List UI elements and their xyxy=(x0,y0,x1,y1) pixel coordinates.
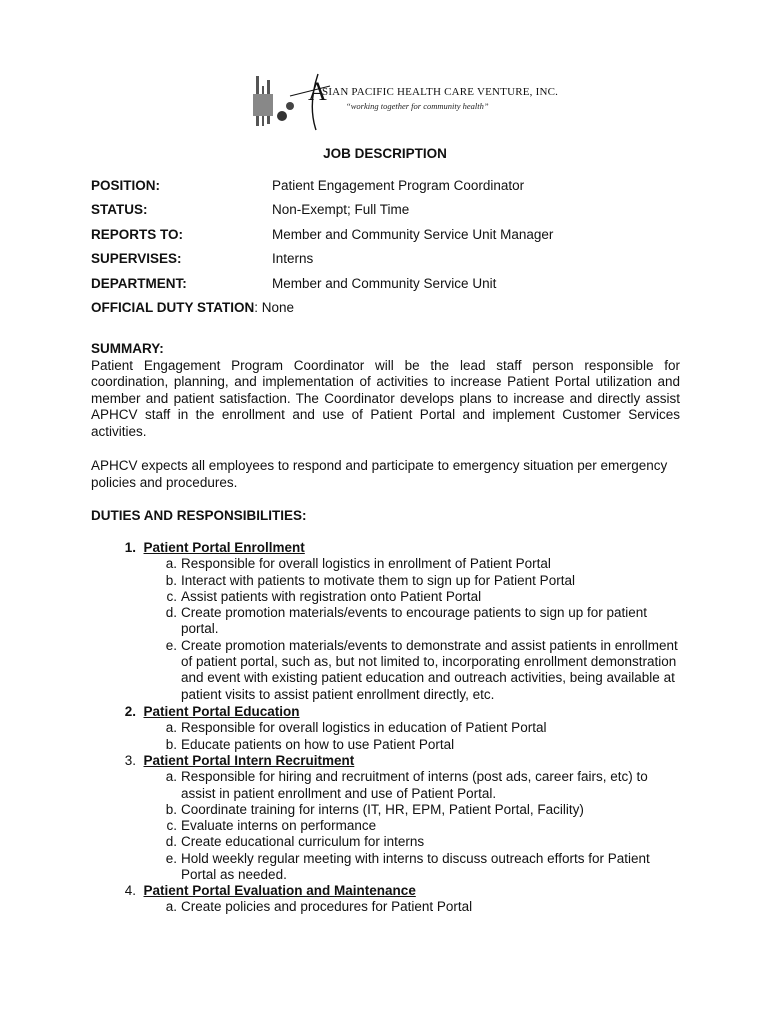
item-text: Responsible for hiring and recruitment of interns (post ads, career fairs, etc) to assist in patient enrollment and use of Patient Portal. xyxy=(181,769,648,801)
field-reports-to xyxy=(91,227,553,242)
field-status xyxy=(91,202,409,217)
list-item xyxy=(91,573,691,589)
item-letter: d. xyxy=(165,605,177,621)
field-value: Member and Community Service Unit Manager xyxy=(272,227,554,242)
item-letter: c. xyxy=(166,818,177,834)
svg-text:A: A xyxy=(308,77,327,106)
section-title: Patient Portal Education xyxy=(143,704,300,719)
item-letter: b. xyxy=(165,572,177,588)
item-text: Coordinate training for interns (IT, HR, EPM, Patient Portal, Facility) xyxy=(181,801,584,817)
list-item xyxy=(91,638,679,703)
field-label: POSITION: xyxy=(91,178,161,193)
duties-heading: DUTIES AND RESPONSIBILITIES: xyxy=(91,508,307,523)
item-text: Create educational curriculum for interns xyxy=(181,834,425,850)
duty-section-3 xyxy=(91,753,691,883)
item-letter: a. xyxy=(165,899,177,915)
logo-tagline: “working together for community health” xyxy=(346,101,489,111)
field-supervises xyxy=(91,251,313,266)
summary-heading: SUMMARY: xyxy=(91,341,164,356)
list-item xyxy=(91,605,661,638)
section-number: 1. xyxy=(124,540,136,555)
item-text: Create promotion materials/events to encourage patients to sign up for patient portal. xyxy=(181,605,648,637)
list-item xyxy=(91,818,691,834)
section-title: Patient Portal Evaluation and Maintenance xyxy=(143,883,416,898)
summary-text: Patient Engagement Program Coordinator will be the lead staff person responsible for coordination, planning, and implementation of activities to increase Patient Portal utilization and member and patient satisfaction. The Coordinator develops plans to increase and directly assist APHCV staff in the enrollment and use of Patient Portal and implement Customer Services activities. xyxy=(91,357,680,439)
duty-section-2 xyxy=(91,704,691,753)
item-text: Assist patients with registration onto Patient Portal xyxy=(181,588,482,604)
summary-section xyxy=(91,341,680,440)
item-text: Responsible for overall logistics in enrollment of Patient Portal xyxy=(181,556,551,572)
section-title: Patient Portal Enrollment xyxy=(143,540,305,555)
item-letter: e. xyxy=(165,850,177,866)
logo-org-name: SIAN PACIFIC HEALTH CARE VENTURE, INC. xyxy=(322,86,559,98)
document-title: JOB DESCRIPTION xyxy=(323,146,447,161)
field-duty-station xyxy=(91,300,294,315)
emergency-statement: APHCV expects all employees to respond and participate to emergency situation per emergency policies and procedures. xyxy=(91,458,668,490)
list-item xyxy=(91,556,691,572)
item-text: Evaluate interns on performance xyxy=(181,818,377,834)
item-letter: e. xyxy=(165,637,177,653)
section-number: 2. xyxy=(124,704,136,719)
item-text: Responsible for overall logistics in education of Patient Portal xyxy=(181,720,547,736)
duty-section-1 xyxy=(91,540,691,703)
item-letter: a. xyxy=(165,720,177,736)
item-letter: b. xyxy=(165,736,177,752)
field-label: STATUS: xyxy=(91,202,148,217)
field-department xyxy=(91,276,496,291)
field-value: Patient Engagement Program Coordinator xyxy=(272,178,525,193)
item-text: Create policies and procedures for Patient Portal xyxy=(181,899,473,915)
organization-logo xyxy=(250,72,559,134)
list-item xyxy=(91,899,691,915)
field-value: Interns xyxy=(272,251,314,266)
field-label: REPORTS TO: xyxy=(91,227,184,242)
section-number: 3. xyxy=(124,753,136,768)
list-item xyxy=(91,737,691,753)
section-title: Patient Portal Intern Recruitment xyxy=(143,753,355,768)
field-value: : None xyxy=(254,300,295,315)
field-value: Member and Community Service Unit xyxy=(272,276,497,291)
field-label: DEPARTMENT: xyxy=(91,276,187,291)
list-item xyxy=(91,589,691,605)
list-item xyxy=(91,834,691,850)
list-item xyxy=(91,802,691,818)
item-text: Create promotion materials/events to demonstrate and assist patients in enrollment of patient portal, such as, but not limited to, incorporating enrollment demonstration and event with existing patient education and outreach activities, being available at patient visits to assist patient enrollment directly, etc. xyxy=(181,637,678,702)
duty-section-4 xyxy=(91,883,691,916)
list-item xyxy=(91,851,663,884)
list-item xyxy=(91,720,691,736)
item-letter: c. xyxy=(166,588,177,604)
item-text: Educate patients on how to use Patient Portal xyxy=(181,736,455,752)
field-value: Non-Exempt; Full Time xyxy=(272,202,410,217)
item-letter: a. xyxy=(165,556,177,572)
item-letter: a. xyxy=(165,769,177,785)
item-letter: b. xyxy=(165,801,177,817)
field-label: OFFICIAL DUTY STATION xyxy=(91,300,255,315)
field-position xyxy=(91,178,524,193)
list-item xyxy=(91,769,663,802)
item-letter: d. xyxy=(165,834,177,850)
field-label: SUPERVISES: xyxy=(91,251,182,266)
item-text: Interact with patients to motivate them to sign up for Patient Portal xyxy=(181,572,575,588)
item-text: Hold weekly regular meeting with interns to discuss outreach efforts for Patient Portal as needed. xyxy=(181,850,650,883)
section-number: 4. xyxy=(124,883,136,898)
